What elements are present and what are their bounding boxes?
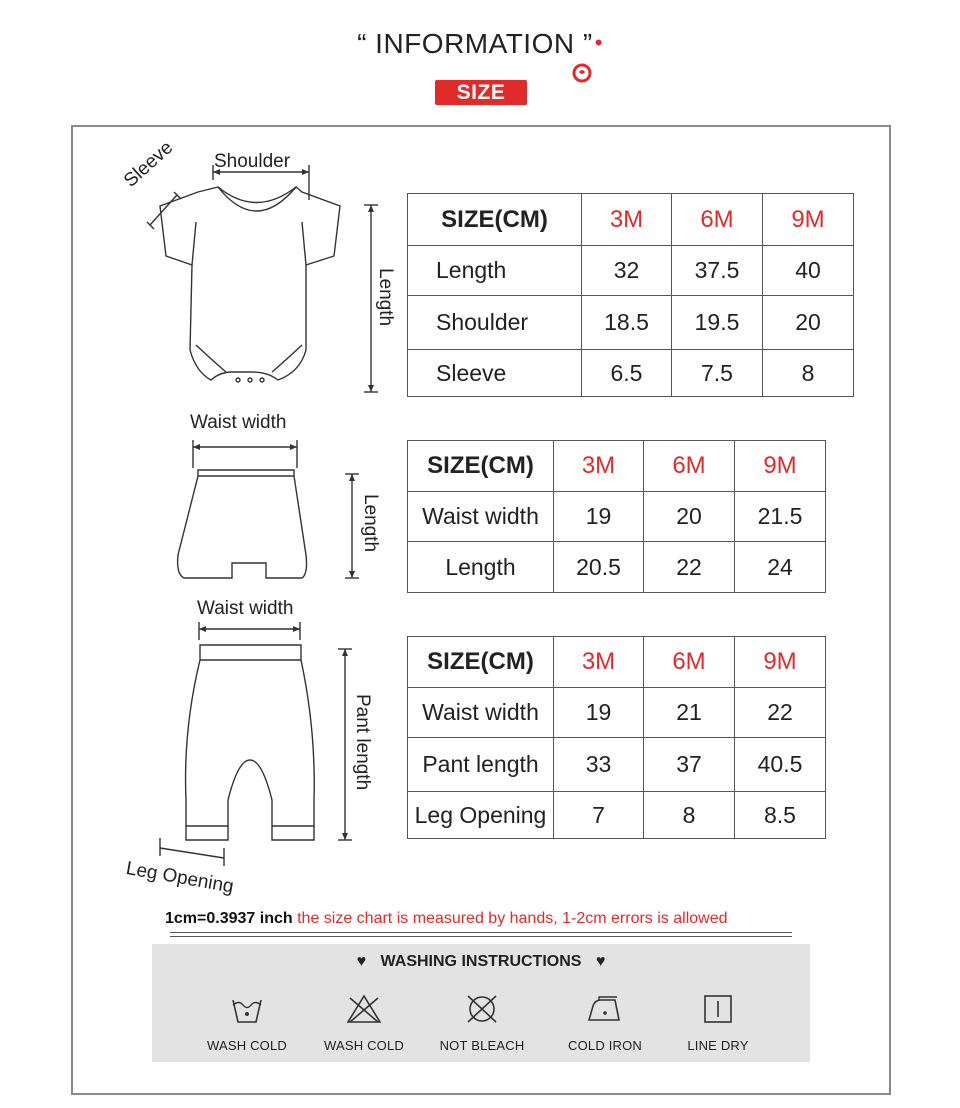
wash-item-label: WASH COLD bbox=[206, 1038, 288, 1053]
wash-basin-icon bbox=[229, 992, 265, 1026]
table-cell: Pant length bbox=[408, 738, 554, 792]
table-cell: 37.5 bbox=[672, 246, 763, 296]
note-divider bbox=[170, 932, 792, 933]
conversion-text: 1cm=0.3937 inch bbox=[165, 910, 293, 927]
wash-item-label: WASH COLD bbox=[323, 1038, 405, 1053]
wash-item-label: NOT BLEACH bbox=[439, 1038, 525, 1053]
pants-illustration bbox=[186, 645, 315, 840]
table-cell: Shoulder bbox=[408, 296, 582, 350]
no-tumble-dry-icon bbox=[462, 992, 502, 1026]
table-row bbox=[408, 738, 826, 792]
table-cell: Waist width bbox=[408, 492, 554, 542]
table-cell: Leg Opening bbox=[408, 792, 554, 839]
table-cell: 40.5 bbox=[735, 738, 826, 792]
table-cell: Length bbox=[408, 542, 554, 593]
table-row bbox=[408, 246, 854, 296]
table-header-cell: 3M bbox=[554, 637, 644, 688]
iron-icon bbox=[585, 992, 625, 1026]
table-cell: 18.5 bbox=[582, 296, 672, 350]
wash-item bbox=[187, 992, 307, 1053]
table-cell: 8 bbox=[763, 350, 854, 397]
table-row bbox=[408, 542, 826, 593]
shoulder-label: Shoulder bbox=[214, 151, 291, 172]
wash-item-label: LINE DRY bbox=[687, 1038, 749, 1053]
table-row bbox=[408, 350, 854, 397]
table-cell: Length bbox=[408, 246, 582, 296]
table-cell: 7.5 bbox=[672, 350, 763, 397]
wash-item bbox=[304, 992, 424, 1053]
table-header-cell: 6M bbox=[644, 441, 735, 492]
table-cell: 19 bbox=[554, 492, 644, 542]
wash-item-label: COLD IRON bbox=[567, 1038, 643, 1053]
bodysuit-size-table bbox=[407, 193, 854, 397]
wash-item bbox=[422, 992, 542, 1053]
bodysuit-length-label: Length bbox=[375, 268, 396, 327]
table-row bbox=[408, 296, 854, 350]
table-cell: 40 bbox=[763, 246, 854, 296]
title-dot: • bbox=[594, 30, 603, 55]
table-cell: 20.5 bbox=[554, 542, 644, 593]
table-cell: 37 bbox=[644, 738, 735, 792]
table-cell: 8 bbox=[644, 792, 735, 839]
wash-item bbox=[545, 992, 665, 1053]
table-cell: 33 bbox=[554, 738, 644, 792]
table-header-cell: SIZE(CM) bbox=[408, 194, 582, 246]
error-warning-text: the size chart is measured by hands, 1-2cm errors is allowed bbox=[297, 910, 728, 927]
table-cell: 19 bbox=[554, 688, 644, 738]
table-cell: Waist width bbox=[408, 688, 554, 738]
table-cell: 22 bbox=[644, 542, 735, 593]
table-cell: 7 bbox=[554, 792, 644, 839]
heart-bullet-icon: ♥ bbox=[356, 953, 367, 970]
table-header-cell: 9M bbox=[735, 441, 826, 492]
table-header-cell: 9M bbox=[735, 637, 826, 688]
table-header-row bbox=[408, 637, 826, 688]
table-row bbox=[408, 792, 826, 839]
table-cell: 6.5 bbox=[582, 350, 672, 397]
shorts-waist-label: Waist width bbox=[190, 412, 287, 433]
sleeve-label: Sleeve bbox=[120, 137, 178, 192]
wash-item bbox=[658, 992, 778, 1053]
washing-title-text: WASHING INSTRUCTIONS bbox=[380, 953, 582, 970]
table-cell: 24 bbox=[735, 542, 826, 593]
table-cell: 20 bbox=[644, 492, 735, 542]
size-badge: SIZE bbox=[435, 80, 527, 105]
table-header-row bbox=[408, 441, 826, 492]
line-dry-icon bbox=[700, 992, 736, 1026]
table-header-cell: SIZE(CM) bbox=[408, 637, 554, 688]
washing-title bbox=[152, 953, 810, 971]
no-bleach-triangle-icon bbox=[344, 992, 384, 1026]
table-row bbox=[408, 688, 826, 738]
table-cell: 8.5 bbox=[735, 792, 826, 839]
washing-instructions bbox=[152, 944, 810, 1062]
table-cell: 21.5 bbox=[735, 492, 826, 542]
table-header-cell: 6M bbox=[644, 637, 735, 688]
page-title-text: “ INFORMATION ” bbox=[357, 28, 593, 59]
table-header-cell: 3M bbox=[582, 194, 672, 246]
table-header-cell: 6M bbox=[672, 194, 763, 246]
pants-waist-label: Waist width bbox=[197, 598, 294, 619]
table-cell: Sleeve bbox=[408, 350, 582, 397]
table-header-cell: SIZE(CM) bbox=[408, 441, 554, 492]
pant-length-label: Pant length bbox=[352, 694, 373, 791]
bodysuit-illustration bbox=[160, 187, 340, 382]
leg-opening-label: Leg Opening bbox=[124, 858, 236, 898]
table-cell: 21 bbox=[644, 688, 735, 738]
table-cell: 22 bbox=[735, 688, 826, 738]
note-divider bbox=[170, 936, 792, 937]
shorts-illustration bbox=[178, 470, 307, 578]
table-cell: 20 bbox=[763, 296, 854, 350]
table-row bbox=[408, 492, 826, 542]
table-header-cell: 9M bbox=[763, 194, 854, 246]
measurement-note bbox=[165, 910, 728, 928]
table-cell: 32 bbox=[582, 246, 672, 296]
table-cell: 19.5 bbox=[672, 296, 763, 350]
shorts-length-label: Length bbox=[360, 494, 381, 553]
table-header-cell: 3M bbox=[554, 441, 644, 492]
table-header-row bbox=[408, 194, 854, 246]
heart-bullet-icon: ♥ bbox=[595, 953, 606, 970]
shorts-size-table bbox=[407, 440, 826, 593]
pants-size-table bbox=[407, 636, 826, 839]
